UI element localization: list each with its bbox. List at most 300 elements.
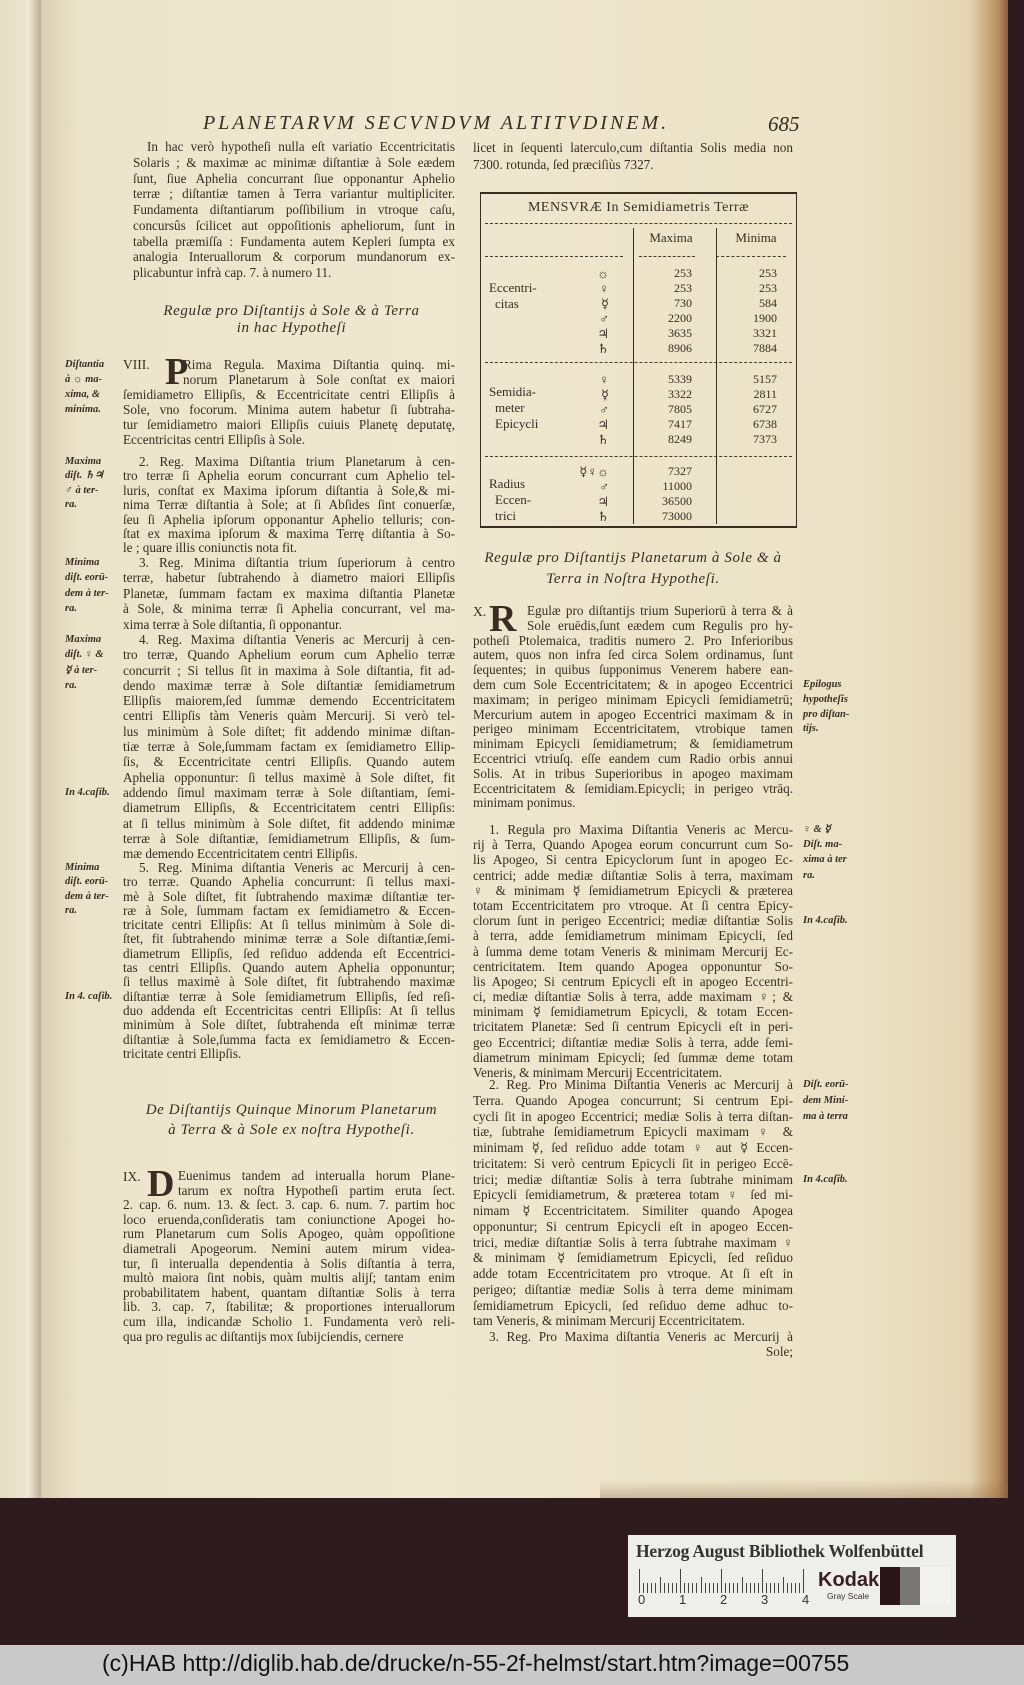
text-line: [123, 541, 455, 555]
planet-symbol-icon: ♃: [597, 417, 609, 432]
line-text: ſtet, fit ſubtrahendo minimæ terræ a Sole diſtantiæ,ſemi-: [123, 931, 455, 947]
line-text: tas centri Ellipſis. Quando autem Aphelia opponuntur;: [123, 960, 455, 976]
line-text: mè à Sole diſtet, fit ſubtrahendo maximæ diſtantiæ ter-: [123, 888, 455, 904]
text-line: [473, 974, 793, 989]
line-text: diametrum minimam Epicycli; ſed ſummæ deme totam: [473, 1049, 793, 1065]
minima-value: 7884: [753, 341, 777, 355]
table-row: [481, 402, 796, 417]
text-line: [123, 513, 455, 527]
line-text: nima Terræ diſtantia à Sole; at ſi Abſides ſint conuerſæ,: [123, 497, 455, 513]
line-text: lis Apogeo; Si centrum Epicycli eſt in apogeo Eccentri-: [473, 973, 793, 989]
rule-3-paragraph: [473, 1329, 793, 1359]
line-text: 4. Reg. Maxima diſtantia Veneris ac Mercurij à cen-: [139, 632, 455, 647]
facing-page-edge: [0, 0, 41, 1498]
line-text: tam Veneris, & minimam Mercurij Eccentricitatem.: [473, 1313, 745, 1329]
library-scan-target: [628, 1535, 956, 1617]
line-text: ſi tellus maximè à Sole diſtet, fit ſubtrahendo maximæ: [123, 974, 455, 990]
table-divider: [485, 223, 792, 224]
text-line: [123, 800, 455, 815]
minima-value: 6727: [753, 402, 777, 416]
text-line: [473, 737, 793, 752]
line-text: Fundamenta diſtantiarum poſſibilium in vtroque caſu,: [133, 202, 455, 217]
line-text: Planetæ, ſummam factam ex maxima diſtantia Planetæ: [123, 585, 455, 601]
margin-note: ra.: [65, 904, 77, 916]
group-label-line: Epicycli: [495, 416, 539, 431]
line-text: Eccentricitatem & ſemidiam.Epicycli; in perigeo vtrāq.: [473, 780, 793, 796]
line-text: 5. Reg. Minima diſtantia Veneris ac Mercurij à cen-: [139, 860, 455, 875]
text-line: [473, 1171, 848, 1188]
group-label-line: Semidia-: [489, 384, 536, 399]
margin-note: dem Mini-: [803, 1094, 849, 1106]
text-line: [65, 372, 455, 387]
margin-note: In 4.caſib.: [803, 915, 848, 927]
line-text: tricitate centri Ellipſis: At ſi tellus minimùm à Sole di-: [123, 917, 455, 933]
text-line: [123, 1018, 455, 1032]
drop-cap: D: [147, 1163, 175, 1205]
ruler-tick: [705, 1583, 706, 1593]
text-line: [133, 218, 455, 234]
heading-line: Terra in Noſtra Hypotheſi.: [546, 571, 720, 587]
margin-note: dem à ter-: [65, 890, 109, 902]
ruler-tick: [721, 1569, 722, 1593]
heading-line: in hac Hypotheſi: [236, 320, 347, 336]
line-text: 3. Reg. Pro Maxima diſtantia Veneris ac Mercurij à: [489, 1329, 793, 1344]
table-row: [481, 509, 796, 524]
line-text: à ſumma deme totam Veneris & minimam Mercurij Ec-: [473, 943, 793, 959]
margin-note: In 4.caſib.: [65, 786, 110, 798]
heading-line: De Diſtantijs Quinque Minorum Planetarum: [145, 1102, 438, 1118]
text-line: [65, 585, 455, 601]
line-text: opponuntur; Si centrum Epicycli eſt in apogeo Eccen-: [473, 1218, 793, 1234]
text-line: [473, 156, 793, 173]
margin-note: tijs.: [803, 723, 819, 735]
group-label-line: meter: [495, 400, 525, 415]
margin-note: ☿ à ter-: [65, 664, 98, 676]
line-text: plicabuntur infrà cap. 7. à numero 11.: [133, 265, 332, 280]
margin-note: ♀ & ☿: [803, 824, 831, 835]
text-line: [473, 913, 848, 929]
ruler-tick: [787, 1583, 788, 1593]
text-line: [123, 961, 455, 975]
ruler-tick: [803, 1569, 804, 1593]
text-line: [473, 706, 850, 723]
line-text: rum Planetarum cum Solis Apogeo, quàm oppoſitione: [123, 1226, 455, 1242]
table-title: MENSVRÆ In Semidiametris Terræ: [527, 200, 750, 215]
line-text: diametrum Ellipſis, & Eccentricitatem centri Ellipſis:: [123, 800, 455, 816]
group-label-line: trici: [495, 508, 516, 523]
planet-symbol-icon: ♀: [599, 281, 609, 296]
copyright-url: (c)HAB http://diglib.hab.de/drucke/n-55-2f-helmst/start.htm?image=00755: [102, 1650, 850, 1676]
line-text: tro terræ, Quando Aphelium eorum cum Aphelio terræ: [123, 647, 455, 663]
table-row: [481, 311, 796, 326]
line-text: lib. 3. cap. 7, ſtabilitæ; & proportiones interuallorum: [123, 1299, 455, 1315]
text-line: [473, 752, 793, 767]
text-line: [123, 1257, 455, 1272]
text-line: [123, 932, 455, 946]
text-line: [133, 171, 455, 187]
margin-note: xima à ter: [803, 854, 847, 866]
margin-note: In 4.caſib.: [803, 1173, 848, 1185]
line-text: luris, conſtat ex Maxima ipſorum diſtantia à Sole,& mi-: [123, 482, 455, 498]
line-text: autem, quos non infra ſed circa Solem ordinamus, ſunt: [473, 647, 793, 663]
text-line: [65, 662, 455, 678]
ruler-tick: [688, 1583, 689, 1593]
planet-symbol-icon: ♂: [599, 311, 609, 326]
text-line: [473, 1344, 793, 1359]
text-line: [65, 482, 455, 498]
text-line: [123, 693, 455, 708]
line-text: 1. Regula pro Maxima Diſtantia Veneris ac Mercu-: [489, 822, 793, 837]
line-text: nimam ☿ Eccentricitatem. Similiter quando Apogea: [473, 1203, 793, 1218]
text-line: [473, 1282, 793, 1298]
line-text: ræ à Sole, ſummam factam ex ſemidiametro & Eccen-: [123, 902, 455, 918]
text-line: [473, 1140, 793, 1156]
line-text: terræ ; diſtantiæ tamen à Terra variantur multipliciter.: [133, 186, 455, 202]
minima-value: 253: [759, 281, 777, 295]
maxima-value: 2200: [668, 311, 692, 325]
ruler-tick: [709, 1583, 710, 1593]
text-line: [473, 1187, 793, 1203]
rule-2-paragraph: [65, 454, 455, 556]
text-line: [123, 918, 455, 932]
line-text: minimam ponimus.: [473, 795, 576, 811]
text-line: [473, 604, 793, 619]
ruler-tick: [746, 1583, 747, 1593]
column-header-maxima: Maxima: [649, 230, 693, 245]
ruler-tick: [733, 1583, 734, 1593]
table-divider: [485, 456, 792, 457]
margin-note: ra.: [803, 869, 815, 881]
line-text: tur ſemidiametro maiori Ellipſis cuiuis Planetę deputatę,: [123, 417, 455, 432]
text-line: [133, 265, 455, 281]
rule-1-paragraph: [473, 822, 848, 1080]
ruler-tick: [783, 1577, 784, 1593]
text-line: [473, 928, 793, 943]
line-text: ci, mediæ diſtantiæ Solis à terra, adde maximam ♀; &: [473, 989, 793, 1005]
text-line: [133, 234, 455, 250]
line-text: Euenimus tandem ad interualla horum Plane-: [178, 1168, 455, 1183]
margin-note: ra.: [65, 679, 77, 691]
kodak-logo: Kodak: [818, 1569, 880, 1591]
ruler-tick: [713, 1583, 714, 1593]
line-text: totam Eccentricitatem pro vtroque. At ſi centra Epicy-: [473, 897, 793, 913]
text-line: [473, 1156, 793, 1172]
line-text: cum illa, indicandæ Scholio 1. Fundamenta verò reli-: [123, 1313, 455, 1329]
text-line: [473, 1313, 793, 1329]
text-line: [133, 155, 455, 171]
ruler-tick: [778, 1583, 779, 1593]
line-text: analogia Interuallorum & corporum mundanorum ex-: [133, 249, 455, 265]
line-text: qua pro regulis ac diſtantijs mox ſubijciendis, cernere: [123, 1328, 404, 1344]
page-number: 685: [768, 112, 800, 136]
line-text: Sole, vno focorum. Minima autem habetur ſi ſubtraha-: [123, 402, 455, 417]
text-line: [473, 1035, 793, 1050]
line-text: Veneris, & minimam Mercurij Eccentricitatem.: [473, 1065, 723, 1080]
paragraph-ix: [123, 1163, 455, 1344]
text-line: [123, 1004, 455, 1018]
line-text: Solis. At in tribus Superioribus in apogeo maximam: [473, 765, 793, 781]
ruler-tick: [676, 1583, 677, 1593]
line-text: ſemidiametro Ellipſis, & Eccentricitate centri Ellipſis à: [123, 387, 455, 402]
line-text: 2. Reg. Maxima Diſtantia trium Planetarum à cen-: [139, 454, 455, 469]
text-line: [133, 186, 455, 202]
text-line: [123, 1300, 455, 1315]
line-text: ſis, & Eccentricitate centri Ellipſis. Quando autem: [123, 754, 455, 770]
mensurae-table: [480, 192, 797, 528]
line-text: 7300. rotunda, ſed præciſiùs 7327.: [473, 157, 654, 172]
text-line: [65, 888, 455, 904]
line-text: perigeo; diſtantiæ mediæ Solis à terra deme minimam: [473, 1281, 793, 1297]
planet-symbol-icon: ♄: [597, 432, 609, 447]
text-line: [123, 1184, 455, 1199]
text-line: [473, 837, 843, 853]
paragraph-number: IX.: [123, 1169, 141, 1184]
line-text: Solaris ; & maximæ ac minimæ diſtantiæ à Sole eædem: [133, 154, 455, 170]
ruler-tick: [762, 1569, 763, 1593]
line-text: perigeo minimam Eccentricitatem, vtrobique tamen: [473, 721, 793, 737]
planet-symbol-icon: ☼: [597, 266, 609, 281]
ruler-tick: [655, 1583, 656, 1593]
margin-note: diſt. eorū-: [65, 876, 109, 888]
text-line: [473, 1108, 848, 1125]
heading-line: à Terra & à Sole ex noſtra Hypotheſi.: [168, 1122, 415, 1138]
ruler-tick: [770, 1583, 771, 1593]
margin-note: à ☼ ma-: [65, 374, 103, 385]
line-text: le ; quare illis coniunctis nota fit.: [123, 540, 297, 556]
text-line: [123, 831, 455, 846]
line-text: lus minimùm à Sole diſtet; fit addendo minimæ diſtan-: [123, 723, 455, 739]
maxima-value: 8249: [668, 432, 692, 446]
ruler-tick: [795, 1583, 796, 1593]
maxima-value: 5339: [668, 372, 692, 386]
text-line: [65, 468, 455, 484]
text-line: [123, 527, 455, 541]
table-row: [481, 266, 796, 281]
text-line: [65, 454, 455, 469]
line-text: minimam ☿ ſemidiametrum Epicycli, & totam Eccen-: [473, 1004, 793, 1020]
text-line: [473, 691, 848, 708]
margin-note: Maxima: [65, 634, 102, 645]
ruler-tick: [774, 1583, 775, 1593]
line-text: tiæ, ſubtrahe ſemidiametrum Epicycli maximam ♀ &: [473, 1124, 793, 1140]
line-text: multò maiora ſint nobis, quàm multis alijſ; tantam enim: [123, 1270, 455, 1286]
section-heading-hypothesis-rules: [128, 303, 455, 337]
text-line: [133, 139, 455, 155]
page-stain: [600, 1480, 1008, 1498]
maxima-value: 8906: [668, 341, 692, 355]
margin-note: dem à ter-: [65, 587, 109, 599]
text-line: [123, 1330, 455, 1345]
line-text: diſtantiæ terræ à Sole ſemidiametrum Ellipſis, ſed reſi-: [123, 988, 455, 1004]
text-line: [65, 555, 455, 570]
text-line: [123, 1227, 455, 1242]
maxima-value: 73000: [662, 509, 692, 523]
table-row: [481, 341, 796, 356]
text-line: [123, 1169, 455, 1184]
text-line: [65, 647, 455, 663]
group-label-line: Eccen-: [495, 492, 532, 507]
minima-value: 253: [759, 266, 777, 280]
text-line: [123, 708, 455, 723]
line-text: minimam ☿, ſed reſiduo adde totam ♀ aut ☿ Eccen-: [473, 1140, 793, 1155]
gray-scale-label: Gray Scale: [827, 1591, 870, 1601]
line-text: licet in ſequenti laterculo,cum diſtantia Solis media non: [473, 140, 793, 155]
line-text: clorum ſunt in perigeo Eccentrici; mediæ diſtantiæ Solis: [473, 913, 793, 929]
rule-4-paragraph: [65, 632, 455, 862]
text-line: [123, 1315, 455, 1330]
text-line: [473, 1250, 793, 1266]
maxima-value: 7327: [668, 464, 692, 478]
line-text: Aphelia opponuntur: ſi tellus maximè à Sole diſtet, fit: [123, 769, 455, 785]
margin-note: Diſtantia: [65, 359, 105, 370]
line-text: Ellipſis maiorem,ſed ſummæ demendo Eccentricitatem: [123, 693, 455, 709]
line-text: tro terræ. Quando Aphelia concurrunt: ſi tellus maxi-: [123, 874, 455, 890]
line-text: 3. Reg. Minima diſtantia trium ſuperiorum à centro: [139, 555, 455, 570]
line-text: trici; mediæ diſtantiæ Solis à terra ſubtrahe minimam: [473, 1171, 793, 1187]
line-text: tricitatem: Si verò centrum Epicycli ſit in perigeo Eccē-: [473, 1155, 793, 1171]
text-line: [123, 1198, 455, 1213]
line-text: 2. cap. 6. num. 13. & ſect. 3. cap. 6. num. 7. partim hoc: [123, 1197, 455, 1213]
line-text: centri Ellipſis tàm Veneris quàm Mercurij. Si verò tel-: [123, 708, 455, 724]
text-line: [473, 1203, 793, 1219]
line-text: Epicycli ſemidiametrum, & præterea totam ♀ ſed mi-: [473, 1187, 793, 1203]
line-text: geo Eccentrici; diſtantiæ mediæ Solis à terra, adde ſemi-: [473, 1034, 793, 1050]
group-label-line: Radius: [489, 476, 526, 491]
line-text: diametrali Apogeorum. Nemini autem mirum videa-: [123, 1240, 455, 1256]
margin-note: pro diſtan-: [803, 708, 850, 720]
ruler-tick: [717, 1583, 718, 1593]
text-line: [65, 988, 455, 1004]
line-text: concurrit ; Si tellus ſit in maxima à Sole diſtantia, fit ad-: [123, 662, 455, 678]
column-header-minima: Minima: [735, 230, 777, 245]
text-line: [473, 663, 793, 678]
margin-note: Diſt. eorū-: [803, 1079, 849, 1090]
group-label-line: Eccentri-: [489, 280, 537, 295]
ruler-number: 1: [679, 1592, 687, 1607]
line-text: tricitatem Planetæ: Sed ſi centrum Epicycli eſt in peri-: [473, 1019, 793, 1035]
planet-symbol-icon: ♂: [599, 402, 609, 417]
line-text: trici, mediæ diſtantiæ Solis à terra ſubtrahe maximam ♀: [473, 1234, 793, 1250]
ruler-tick: [742, 1577, 743, 1593]
paragraph-x: [473, 598, 850, 811]
planet-symbol-icon: ♂: [599, 479, 609, 494]
ruler-tick: [758, 1583, 759, 1593]
margin-note: Diſt. ma-: [803, 839, 843, 851]
line-text: xima terræ à Sole diſtantia, ſi opponantur.: [123, 616, 343, 632]
running-title: PLANETARVM SECVNDVM ALTITVDINEM.: [203, 112, 670, 134]
line-text: à Sole, & minima terræ ſi Aphelia concurrant, vel ma-: [123, 601, 455, 617]
line-text: diametrum Ellipſis, ſed reſiduo addenda eſt Eccentrici-: [123, 945, 455, 961]
line-text: cycli ſit in apogeo Eccentrici; mediæ Solis à terra diſtan-: [473, 1108, 793, 1124]
ruler-tick: [729, 1583, 730, 1593]
maxima-value: 7417: [668, 417, 692, 431]
line-text: Terra. Quando Apogea concurrunt; Si centrum Epi-: [473, 1092, 793, 1108]
library-name: Herzog August Bibliothek Wolfenbüttel: [636, 1541, 924, 1561]
ruler-number: 0: [638, 1592, 646, 1607]
rule-5-paragraph: [65, 860, 455, 1061]
text-line: [473, 796, 793, 811]
drop-cap: R: [489, 598, 517, 640]
line-text: Eccentrici vtriuſq. eſſe eandem cum Radio orbis annui: [473, 750, 793, 766]
text-line: [473, 867, 815, 883]
text-line: [473, 1004, 793, 1019]
line-text: Rima Regula. Maxima Diſtantia quinq. mi-: [183, 357, 455, 372]
ruler-tick: [639, 1569, 640, 1593]
margin-note: xima, &: [65, 389, 101, 400]
table-row: [481, 326, 796, 341]
ruler-tick: [737, 1583, 738, 1593]
planet-symbol-icon: ♄: [597, 341, 609, 356]
line-text: & minimam ☿ ſemidiametrum Epicycli, ſed reſiduo: [473, 1250, 793, 1266]
line-text: rij à Terra, Quando Apogea eorum concurrunt cum So-: [473, 837, 793, 853]
gray-patch-gray: [900, 1567, 920, 1605]
maxima-value: 253: [674, 266, 692, 280]
ruler-number: 4: [802, 1592, 810, 1607]
text-line: [473, 721, 819, 737]
text-line: [473, 1050, 793, 1065]
text-line: [473, 634, 793, 649]
line-text: tabella præmiſſa : Fundamenta autem Kepleri ſumpta ex: [133, 233, 455, 249]
margin-note: Minima: [65, 862, 100, 873]
paragraph-number: X.: [473, 604, 487, 619]
line-text: Sole;: [765, 1344, 793, 1359]
text-line: [473, 1235, 793, 1251]
ruler-tick: [692, 1583, 693, 1593]
text-line: [65, 784, 455, 800]
line-text: diſtantiæ à Sole,ſumma facta ex ſemidiametro & Eccen-: [123, 1031, 455, 1047]
line-text: minimam Epicycli ſemidiametrum; & ſemidiametrum: [473, 736, 793, 752]
margin-note: Maxima: [65, 456, 102, 467]
text-line: [473, 883, 793, 898]
line-text: tro terræ ſi Aphelia eorum concurrant cum Aphelio tel-: [123, 468, 455, 484]
text-line: [133, 249, 455, 265]
margin-note: Minima: [65, 557, 100, 568]
margin-note: ♂ à ter-: [65, 484, 99, 496]
table-row: [481, 281, 796, 296]
text-line: [473, 1124, 793, 1140]
line-text: duo addenda eſt Eccentricitas centri Ellipſis: At ſi tellus: [123, 1002, 455, 1018]
heading-line: Regulæ pro Diſtantijs Planetarum à Sole & à: [484, 550, 782, 566]
margin-note: ra.: [65, 499, 77, 511]
planet-symbol-icon: ♃: [597, 326, 609, 341]
text-line: [65, 570, 455, 586]
text-line: [473, 767, 793, 782]
table-divider: [716, 256, 786, 257]
text-line: [473, 944, 793, 959]
text-line: [123, 1271, 455, 1286]
table-row: [481, 372, 796, 387]
text-line: [123, 739, 455, 754]
table-row: [481, 494, 796, 509]
text-line: [123, 975, 455, 989]
planet-symbol-icon: ♃: [597, 494, 609, 509]
text-line: [473, 1219, 793, 1235]
text-line: [123, 1242, 455, 1257]
line-text: à terra, adde ſemidiametrum minimam Epicycli, ſed: [473, 928, 793, 944]
text-line: [473, 782, 793, 797]
text-line: [65, 874, 455, 890]
line-text: ſunt, ſiue Aphelia concurrant ſiue opponantur Aphelio: [133, 170, 455, 186]
margin-note: hypotheſis: [803, 693, 848, 705]
line-text: adde totam Eccentricitatem pro vtroque. At ſi eſt in: [473, 1266, 793, 1281]
text-line: [473, 1298, 793, 1314]
table-row: [481, 387, 796, 402]
text-line: [123, 724, 455, 739]
ruler-tick: [651, 1583, 652, 1593]
line-text: 2. Reg. Pro Minima Diſtantia Veneris ac Mercurij à: [489, 1077, 793, 1092]
line-text: dendo maximæ terræ à Sole diſtantiæ ſemidiametrum: [123, 677, 455, 693]
ruler-tick: [799, 1583, 800, 1593]
